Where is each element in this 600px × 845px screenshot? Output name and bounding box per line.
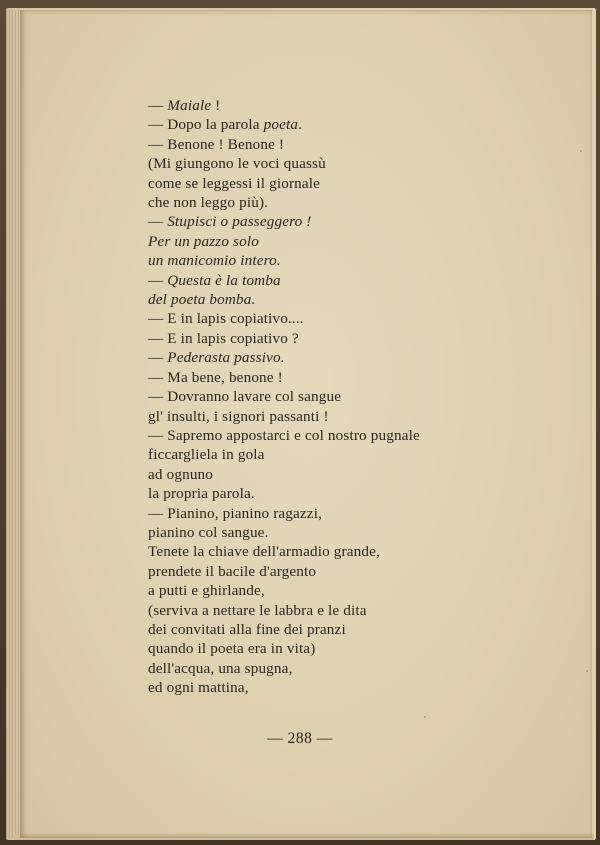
text-segment: — E in lapis copiativo.... xyxy=(148,310,304,328)
text-segment: ad ognuno xyxy=(148,465,214,483)
text-segment: come se leggessi il giornale xyxy=(148,174,321,192)
poem-line xyxy=(148,193,508,212)
paper-speck xyxy=(586,670,588,672)
italic-text-segment: Maiale xyxy=(167,97,212,114)
poem-line xyxy=(148,484,508,503)
poem-line xyxy=(148,271,508,290)
text-segment: — xyxy=(148,97,168,114)
text-segment: (Mi giungono le voci quassù xyxy=(148,155,326,173)
text-segment: . xyxy=(298,116,303,134)
text-segment: gl' insulti, i signori passanti ! xyxy=(148,407,329,425)
text-segment: che non leggo più). xyxy=(148,194,269,212)
poem-line xyxy=(148,135,508,154)
text-segment: — Benone ! Benone ! xyxy=(148,135,285,153)
text-segment: prendete il bacile d'argento xyxy=(148,562,317,580)
text-segment: ! xyxy=(211,97,221,114)
text-segment: — Ma bene, benone ! xyxy=(148,368,283,386)
poem-line xyxy=(148,154,508,173)
text-segment: la propria parola. xyxy=(148,485,255,503)
text-segment: dell'acqua, una spugna, xyxy=(148,659,293,677)
poem-line xyxy=(148,329,508,348)
text-segment: pianino col sangue. xyxy=(148,523,269,541)
poem-text xyxy=(148,96,508,698)
italic-text-segment: del poeta bomba. xyxy=(148,291,256,309)
paper-speck xyxy=(424,716,426,718)
poem-line xyxy=(148,348,508,367)
poem-line xyxy=(148,387,508,406)
text-segment: — Dovranno lavare col sangue xyxy=(148,388,342,406)
poem-line xyxy=(148,465,508,484)
poem-line xyxy=(148,426,508,445)
italic-text-segment: Stupisci o passeggero ! xyxy=(167,213,312,231)
poem-line xyxy=(148,251,508,270)
poem-line xyxy=(148,96,508,115)
text-segment: dei convitati alla fine dei pranzi xyxy=(148,620,346,638)
poem-line xyxy=(148,309,508,328)
text-segment: — Sapremo appostarci e col nostro pugnale xyxy=(148,426,420,444)
italic-text-segment: poeta xyxy=(263,116,299,134)
text-segment: quando il poeta era in vita) xyxy=(148,640,316,658)
text-segment: — Dopo la parola xyxy=(148,116,264,134)
poem-line xyxy=(148,562,508,581)
poem-line xyxy=(148,368,508,387)
poem-line xyxy=(148,290,508,309)
text-segment: — E in lapis copiativo ? xyxy=(148,329,299,347)
poem-line xyxy=(148,523,508,542)
poem-line xyxy=(148,445,508,464)
italic-text-segment: un manicomio intero. xyxy=(148,252,281,270)
page-number: — 288 — xyxy=(267,730,333,747)
text-segment: Tenete la chiave dell'armadio grande, xyxy=(148,543,380,561)
poem-line xyxy=(148,581,508,600)
text-segment: — xyxy=(148,349,168,367)
italic-text-segment: Per un pazzo solo xyxy=(148,232,259,250)
poem-line xyxy=(148,542,508,561)
text-segment: a putti e ghirlande, xyxy=(148,582,265,600)
italic-text-segment: Pederasta passivo. xyxy=(167,349,285,367)
poem-line xyxy=(148,678,508,697)
text-segment: (serviva a nettare le labbra e le dita xyxy=(148,601,367,619)
text-segment: ficcargliela in gola xyxy=(148,446,265,464)
poem-line xyxy=(148,115,508,134)
poem-line xyxy=(148,212,508,231)
poem-line xyxy=(148,504,508,523)
poem-line xyxy=(148,601,508,620)
paper-speck xyxy=(580,150,582,152)
poem-line xyxy=(148,232,508,251)
poem-line xyxy=(148,174,508,193)
text-segment: — Pianino, pianino ragazzi, xyxy=(148,504,323,522)
poem-line xyxy=(148,407,508,426)
text-segment: — xyxy=(148,271,168,289)
text-segment: — xyxy=(148,213,168,231)
poem-line xyxy=(148,659,508,678)
italic-text-segment: Questa è la tomba xyxy=(167,271,281,289)
text-segment: ed ogni mattina, xyxy=(148,679,249,697)
poem-line xyxy=(148,639,508,658)
poem-line xyxy=(148,620,508,639)
